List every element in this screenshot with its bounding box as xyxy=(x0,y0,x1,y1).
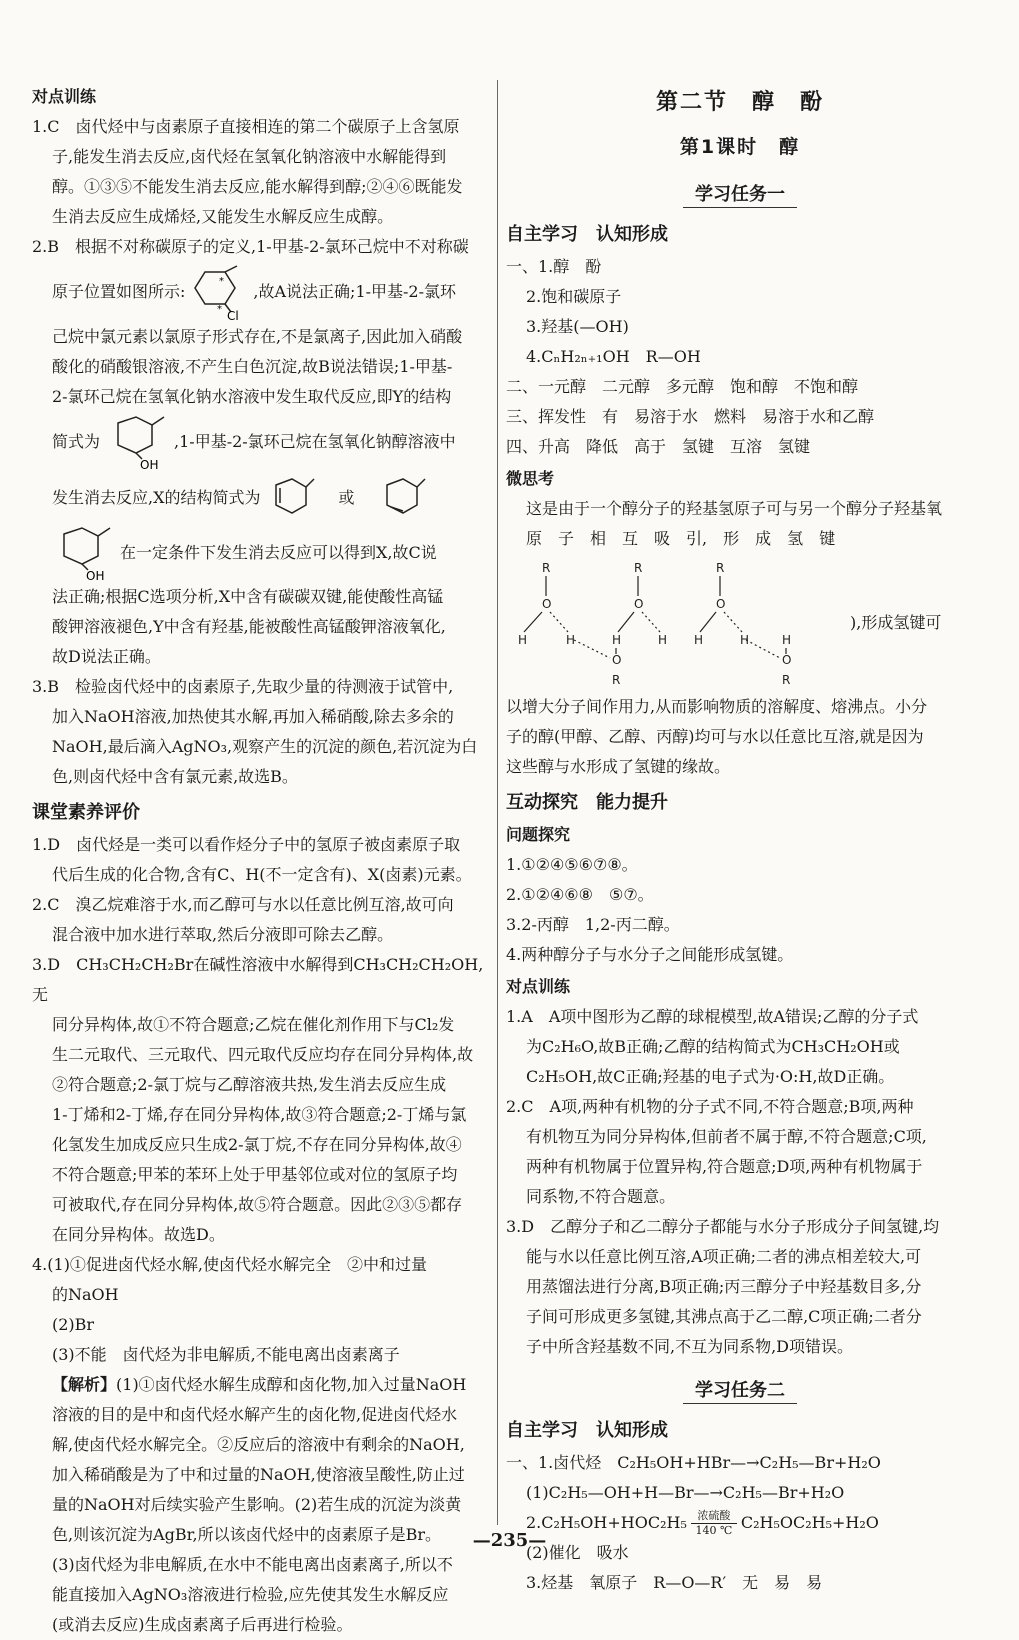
text-line: 化氢发生加成反应只生成2-氯丁烷,不存在同分异构体,故④ xyxy=(52,1135,462,1154)
text-fragment: 简式为 xyxy=(52,432,101,451)
text-line: 2.C A项,两种有机物的分子式不同,不符合题意;B项,两种 xyxy=(506,1097,914,1116)
text-line: 代后生成的化合物,含有C、H(不一定含有)、X(卤素)元素。 xyxy=(52,865,472,884)
text-line: 1.D 卤代烃是一类可以看作烃分子中的氢原子被卤素原子取 xyxy=(32,835,461,854)
text-line: 子的醇(甲醇、乙醇、丙醇)均可与水以任意比互溶,就是因为 xyxy=(506,727,924,746)
svg-text:R: R xyxy=(782,673,791,686)
text-fragment: 发生消去反应,X的结构简式为 xyxy=(52,488,261,507)
text-line: 以增大分子间作用力,从而影响物质的溶解度、熔沸点。小分 xyxy=(506,697,928,716)
temperature-label: 140 ℃ xyxy=(695,1523,733,1537)
text-fragment: C₂H₅OC₂H₅+H₂O xyxy=(740,1513,879,1532)
heading-wei-si-kao: 微思考 xyxy=(506,469,555,488)
text-line: 1-丁烯和2-丁烯,存在同分异构体,故③符合题意;2-丁烯与氯 xyxy=(52,1105,467,1124)
text-line: 这些醇与水形成了氢键的缘故。 xyxy=(506,757,731,776)
svg-text:O: O xyxy=(612,653,622,667)
text-line: 醇。①③⑤不能发生消去反应,能水解得到醇;②④⑥既能发 xyxy=(52,177,463,196)
text-line-with-structure xyxy=(32,472,494,524)
text-fragment: 在一定条件下发生消去反应可以得到X,故C说 xyxy=(120,543,437,562)
text-line: (3)不能 卤代烃为非电解质,不能电离出卤素离子 xyxy=(52,1345,400,1364)
text-line: 1.C 卤代烃中与卤素原子直接相连的第二个碳原子上含氢原 xyxy=(32,117,460,136)
svg-text:O: O xyxy=(782,653,792,667)
text-fragment: 2.C₂H₅OH+HOC₂H₅ xyxy=(526,1513,687,1532)
text-line: 溶液的目的是中和卤代烃水解产生的卤化物,促进卤代烃水 xyxy=(52,1405,458,1424)
text-line: 不符合题意;甲苯的苯环上处于甲基邻位或对位的氢原子均 xyxy=(52,1165,458,1184)
text-line: 子中所含羟基数不同,不互为同系物,D项错误。 xyxy=(526,1337,854,1356)
text-line: 一、1.卤代烃 C₂H₅OH+HBr—→C₂H₅—Br+H₂O xyxy=(506,1453,881,1472)
text-line: 子间可形成更多氢键,其沸点高于乙二醇,C项正确;二者分 xyxy=(526,1307,922,1326)
svg-text:R: R xyxy=(542,561,551,575)
text-line: NaOH,最后滴入AgNO₃,观察产生的沉淀的颜色,若沉淀为白 xyxy=(52,737,478,756)
text-fragment: ,故A说法正确;1-甲基-2-氯环 xyxy=(253,282,457,301)
heading-ketang: 课堂素养评价 xyxy=(32,802,140,823)
text-line: 加入稀硝酸是为了中和过量的NaOH,使溶液呈酸性,防止过 xyxy=(52,1465,465,1484)
text-line: (3)卤代烃为非电解质,在水中不能电离出卤素离子,所以不 xyxy=(52,1555,453,1574)
text-line-with-structure xyxy=(32,412,494,472)
svg-text:H: H xyxy=(518,633,528,647)
column-divider xyxy=(497,80,498,1525)
text-line: 2-氯环己烷在氢氧化钠水溶液中发生取代反应,即Y的结构 xyxy=(52,387,452,406)
text-line: 生二元取代、三元取代、四元取代反应均存在同分异构体,故 xyxy=(52,1045,474,1064)
text-line: 原 子 相 互 吸 引, 形 成 氢 键 xyxy=(526,529,836,548)
oh-label: OH xyxy=(86,569,105,582)
svg-text:H: H xyxy=(566,633,576,647)
text-line: 2.①②④⑥⑧ ⑤⑦。 xyxy=(506,885,654,904)
text-line: 这是由于一个醇分子的羟基氢原子可与另一个醇分子羟基氧 xyxy=(526,499,943,518)
text-line: 3.烃基 氧原子 R—O—R′ 无 易 易 xyxy=(526,1573,823,1592)
text-line: (1)C₂H₅—OH+H—Br—→C₂H₅—Br+H₂O xyxy=(526,1483,845,1502)
text-line: 能与水以任意比例互溶,A项正确;二者的沸点相差较大,可 xyxy=(526,1247,922,1266)
text-line: 一、1.醇 酚 xyxy=(506,257,602,276)
text-line: 3.2-丙醇 1,2-丙二醇。 xyxy=(506,915,680,934)
text-line: 的NaOH xyxy=(52,1285,119,1304)
text-line: (2)催化 吸水 xyxy=(526,1543,629,1562)
text-line: 1.A A项中图形为乙醇的球棍模型,故A错误;乙醇的分子式 xyxy=(506,1007,919,1026)
methylcyclohexanol-structure xyxy=(106,413,168,471)
heading-hudong: 互动探究 能力提升 xyxy=(506,792,668,813)
text-line: 同分异构体,故①不符合题意;乙烷在催化剂作用下与Cl₂发 xyxy=(52,1015,455,1034)
text-line: 子,能发生消去反应,卤代烃在氢氧化钠溶液中水解能得到 xyxy=(52,147,447,166)
text-line: 4.CₙH₂ₙ₊₁OH R—OH xyxy=(526,347,701,366)
text-line: 有机物互为同分异构体,但前者不属于醇,不符合题意;C项, xyxy=(526,1127,927,1146)
text-line: 生消去反应生成烯烃,又能发生水解反应生成醇。 xyxy=(52,207,394,226)
text-line: 三、挥发性 有 易溶于水 燃料 易溶于水和乙醇 xyxy=(506,407,875,426)
text-line: 用蒸馏法进行分离,B项正确;丙三醇分子中羟基数目多,分 xyxy=(526,1277,922,1296)
text-line: (或消去反应)生成卤素离子后再进行检验。 xyxy=(52,1615,353,1634)
text-line: 加入NaOH溶液,加热使其水解,再加入稀硝酸,除去多余的 xyxy=(52,707,454,726)
svg-text:H: H xyxy=(782,633,792,647)
text-line: 混合液中加水进行萃取,然后分液即可除去乙醇。 xyxy=(52,925,394,944)
text-line: 两种有机物属于位置异构,符合题意;D项,两种有机物属于 xyxy=(526,1157,923,1176)
heading-dui-dian-2: 对点训练 xyxy=(506,977,571,996)
hydrogen-bond-diagram-row xyxy=(506,560,974,686)
text-line: 解,使卤代烃水解完全。②反应后的溶液中有剩余的NaOH, xyxy=(52,1435,465,1454)
svg-text:*: * xyxy=(217,304,223,315)
heading-zizhu: 自主学习 认知形成 xyxy=(506,224,668,245)
svg-text:H: H xyxy=(694,633,704,647)
text-line: 3.B 检验卤代烃中的卤素原子,先取少量的待测液于试管中, xyxy=(32,677,454,696)
text-line: ②符合题意;2-氯丁烷与乙醇溶液共热,发生消去反应生成 xyxy=(52,1075,447,1094)
text-line: 在同分异构体。故选D。 xyxy=(52,1225,225,1244)
cl-label: Cl xyxy=(227,309,240,320)
heading-zizhu-2: 自主学习 认知形成 xyxy=(506,1420,668,1441)
svg-text:H: H xyxy=(612,633,622,647)
svg-text:O: O xyxy=(716,597,726,611)
text-line: 1.①②④⑤⑥⑦⑧。 xyxy=(506,855,638,874)
text-line: 四、升高 降低 高于 氢键 互溶 氢键 xyxy=(506,437,811,456)
task-heading-2: 学习任务二 xyxy=(506,1376,974,1406)
page-number: —235— xyxy=(472,1530,547,1551)
svg-text:R: R xyxy=(634,561,643,575)
left-column xyxy=(32,80,494,1640)
text-line: 2.饱和碳原子 xyxy=(526,287,622,306)
text-line-with-structure xyxy=(32,524,494,582)
text-fragment: ,1-甲基-2-氯环己烷在氢氧化钠醇溶液中 xyxy=(174,432,456,451)
text-line: 二、一元醇 二元醇 多元醇 饱和醇 不饱和醇 xyxy=(506,377,859,396)
svg-text:H: H xyxy=(740,633,750,647)
oh-label: OH xyxy=(140,458,159,471)
text-line: 4.两种醇分子与水分子之间能形成氢键。 xyxy=(506,945,794,964)
lesson-title: 第1课时 醇 xyxy=(679,136,801,158)
text-line: 3.羟基(—OH) xyxy=(526,317,629,336)
right-column xyxy=(506,80,974,1598)
catalyst-label: 浓硫酸 xyxy=(697,1508,731,1522)
text-line xyxy=(32,1370,494,1400)
text-line: 能直接加入AgNO₃溶液进行检验,应先使其发生水解反应 xyxy=(52,1585,449,1604)
methylcyclohexene-structure-2 xyxy=(377,475,427,521)
text-line: 量的NaOH对后续实验产生影响。(2)若生成的沉淀为淡黄 xyxy=(52,1495,462,1514)
svg-text:R: R xyxy=(612,673,621,686)
text-fragment: 原子位置如图所示: xyxy=(52,282,186,301)
svg-text:O: O xyxy=(634,597,644,611)
text-line: 2.C 溴乙烷难溶于水,而乙醇可与水以任意比例互溶,故可向 xyxy=(32,895,454,914)
text-fragment: (1)①卤代烃水解生成醇和卤化物,加入过量NaOH xyxy=(116,1375,467,1394)
text-line: 酸钾溶液褪色,Y中含有羟基,能被酸性高锰酸钾溶液氧化, xyxy=(52,617,446,636)
svg-text:O: O xyxy=(542,597,552,611)
text-line: 己烷中氯元素以氯原子形式存在,不是氯离子,因此加入硝酸 xyxy=(52,327,463,346)
heading-dui-dian: 对点训练 xyxy=(32,87,97,106)
text-line: 3.D CH₃CH₂CH₂Br在碱性溶液中水解得到CH₃CH₂CH₂OH,无 xyxy=(32,955,484,1004)
text-fragment: ),形成氢键可 xyxy=(850,613,942,632)
text-line: 2.B 根据不对称碳原子的定义,1-甲基-2-氯环己烷中不对称碳 xyxy=(32,237,469,256)
text-line: C₂H₅OH,故C正确;羟基的电子式为·O:H,故D正确。 xyxy=(526,1067,895,1086)
svg-text:*: * xyxy=(219,276,225,287)
text-line: 色,则该沉淀为AgBr,所以该卤代烃中的卤素原子是Br。 xyxy=(52,1525,442,1544)
text-line: 色,则卤代烃中含有氯元素,故选B。 xyxy=(52,767,298,786)
heading-wenti: 问题探究 xyxy=(506,825,571,844)
text-line-with-structure xyxy=(32,262,494,322)
section-title: 第二节 醇 酚 xyxy=(655,90,824,115)
text-line: 酸化的硝酸银溶液,不产生白色沉淀,故B说法错误;1-甲基- xyxy=(52,357,453,376)
methylcyclohexene-structure-1 xyxy=(266,475,316,521)
text-line: 同系物,不符合题意。 xyxy=(526,1187,676,1206)
svg-text:H: H xyxy=(658,633,668,647)
chlorocyclohexane-structure xyxy=(191,264,247,320)
analysis-tag: 【解析】 xyxy=(52,1375,117,1394)
text-line: 4.(1)①促进卤代烃水解,使卤代烃水解完全 ②中和过量 xyxy=(32,1255,428,1274)
text-line: 可被取代,存在同分异构体,故⑤符合题意。因此②③⑤都存 xyxy=(52,1195,463,1214)
text-fragment: 或 xyxy=(338,488,355,507)
text-line: 故D说法正确。 xyxy=(52,647,161,666)
svg-text:R: R xyxy=(716,561,725,575)
text-line: 3.D 乙醇分子和乙二醇分子都能与水分子形成分子间氢键,均 xyxy=(506,1217,940,1236)
text-line: 为C₂H₆O,故B正确;乙醇的结构简式为CH₃CH₂OH或 xyxy=(526,1037,900,1056)
hydrogen-bond-diagram xyxy=(506,560,836,686)
task-heading-1: 学习任务一 xyxy=(506,180,974,210)
text-line: (2)Br xyxy=(52,1315,95,1334)
text-line: 法正确;根据C选项分析,X中含有碳碳双键,能使酸性高锰 xyxy=(52,587,444,606)
methylcyclohexanol-structure-2 xyxy=(52,524,114,582)
